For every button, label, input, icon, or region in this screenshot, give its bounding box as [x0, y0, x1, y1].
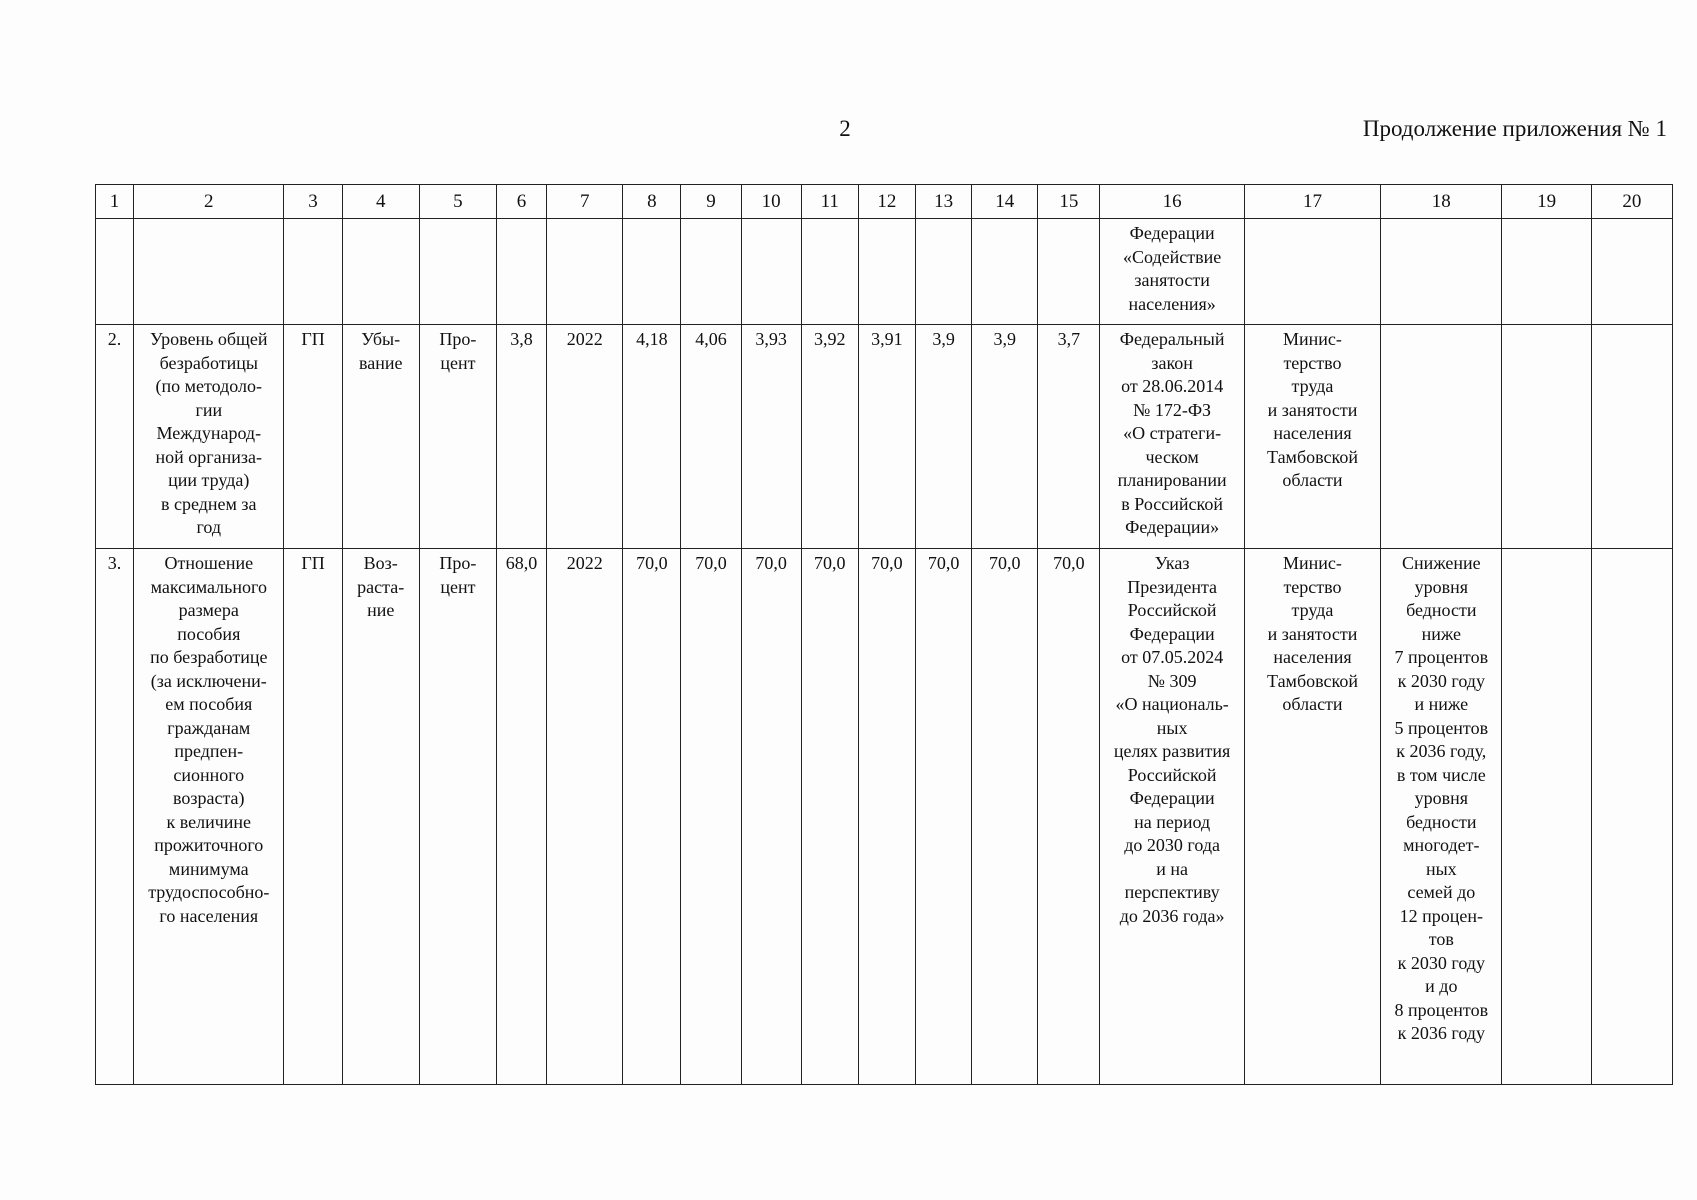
- table-cell: 68,0: [496, 549, 546, 1085]
- table-row: [96, 549, 1673, 1085]
- column-number-cell: 6: [496, 185, 546, 219]
- table-cell: 3,91: [858, 325, 915, 549]
- column-number-cell: 16: [1100, 185, 1244, 219]
- table-cell: Минис- терство труда и занятости населения Тамбовской области: [1244, 549, 1380, 1085]
- column-number-cell: 8: [623, 185, 681, 219]
- column-number-cell: 11: [801, 185, 858, 219]
- column-number-cell: 5: [419, 185, 496, 219]
- table-cell: Про- цент: [419, 549, 496, 1085]
- table-cell: [1591, 219, 1672, 325]
- table-cell: 3,8: [496, 325, 546, 549]
- table-cell: 3,7: [1038, 325, 1100, 549]
- table-cell: [741, 219, 801, 325]
- table-cell: Указ Президента Российской Федерации от 07.05.2024 № 309 «О националь- ных целях развития Российской Федерации на период до 2030 года и на перспективу до 2036 года»: [1100, 549, 1244, 1085]
- table-cell: 3,93: [741, 325, 801, 549]
- column-number-cell: 9: [681, 185, 741, 219]
- table-cell: 3,9: [916, 325, 972, 549]
- column-number-cell: 17: [1244, 185, 1380, 219]
- table-cell: 70,0: [858, 549, 915, 1085]
- table-cell: [96, 219, 134, 325]
- table-cell: 70,0: [741, 549, 801, 1085]
- column-number-cell: 18: [1381, 185, 1502, 219]
- table-cell: [801, 219, 858, 325]
- table-cell: [681, 219, 741, 325]
- table-cell: [496, 219, 546, 325]
- table-cell: [284, 219, 342, 325]
- table-cell: [1502, 219, 1591, 325]
- table-cell: [972, 219, 1038, 325]
- column-number-cell: 12: [858, 185, 915, 219]
- table-cell: [1381, 325, 1502, 549]
- table-cell: [1591, 549, 1672, 1085]
- table-cell: [623, 219, 681, 325]
- table-cell: [1244, 219, 1380, 325]
- table-cell: [1591, 325, 1672, 549]
- table-cell: [1381, 219, 1502, 325]
- table-cell: 70,0: [801, 549, 858, 1085]
- table-cell: Снижение уровня бедности ниже 7 процентов к 2030 году и ниже 5 процентов к 2036 году, в том числе уровня бедности многодет- ных семей до 12 процен- тов к 2030 году и до 8 процентов к 2036 году: [1381, 549, 1502, 1085]
- table-row: [96, 325, 1673, 549]
- table-cell: 3.: [96, 549, 134, 1085]
- table-cell: [1038, 219, 1100, 325]
- table-cell: 70,0: [916, 549, 972, 1085]
- column-number-cell: 4: [342, 185, 419, 219]
- column-number-cell: 15: [1038, 185, 1100, 219]
- table-cell: [1502, 549, 1591, 1085]
- indicators-table: [95, 184, 1673, 1085]
- column-number-cell: 19: [1502, 185, 1591, 219]
- table-cell: [419, 219, 496, 325]
- column-number-row: [96, 185, 1673, 219]
- table-cell: ГП: [284, 325, 342, 549]
- table-cell: Воз- раста- ние: [342, 549, 419, 1085]
- table-cell: Про- цент: [419, 325, 496, 549]
- table-cell: 4,06: [681, 325, 741, 549]
- table-cell: Федеральный закон от 28.06.2014 № 172-ФЗ «О стратеги- ческом планировании в Российской Федерации»: [1100, 325, 1244, 549]
- table-cell: 4,18: [623, 325, 681, 549]
- table-cell: 70,0: [972, 549, 1038, 1085]
- column-number-cell: 2: [134, 185, 284, 219]
- column-number-cell: 13: [916, 185, 972, 219]
- table-cell: Федерации «Содействие занятости населения»: [1100, 219, 1244, 325]
- column-number-cell: 1: [96, 185, 134, 219]
- table-cell: 70,0: [681, 549, 741, 1085]
- table-cell: 3,9: [972, 325, 1038, 549]
- table-cell: Уровень общей безработицы (по методоло- гии Международ- ной организа- ции труда) в среднем за год: [134, 325, 284, 549]
- table-cell: [134, 219, 284, 325]
- table-cell: [858, 219, 915, 325]
- table-cell: Отношение максимального размера пособия по безработице (за исключени- ем пособия гражданам предпен- сионного возраста) к величине прожиточного минимума трудоспособно- го населения: [134, 549, 284, 1085]
- column-number-cell: 20: [1591, 185, 1672, 219]
- table-cell: 2022: [547, 549, 623, 1085]
- page-number: 2: [839, 116, 851, 141]
- table-cell: 3,92: [801, 325, 858, 549]
- table-cell: [342, 219, 419, 325]
- table-cell: 2022: [547, 325, 623, 549]
- appendix-label: Продолжение приложения № 1: [1362, 116, 1667, 141]
- table-cell: 70,0: [1038, 549, 1100, 1085]
- table-cell: Минис- терство труда и занятости населения Тамбовской области: [1244, 325, 1380, 549]
- column-number-cell: 3: [284, 185, 342, 219]
- table-cell: [547, 219, 623, 325]
- table-row: [96, 219, 1673, 325]
- table-cell: [916, 219, 972, 325]
- column-number-cell: 10: [741, 185, 801, 219]
- table-cell: 70,0: [623, 549, 681, 1085]
- table-cell: Убы- вание: [342, 325, 419, 549]
- table-cell: [1502, 325, 1591, 549]
- column-number-cell: 7: [547, 185, 623, 219]
- table-cell: ГП: [284, 549, 342, 1085]
- column-number-cell: 14: [972, 185, 1038, 219]
- table-cell: 2.: [96, 325, 134, 549]
